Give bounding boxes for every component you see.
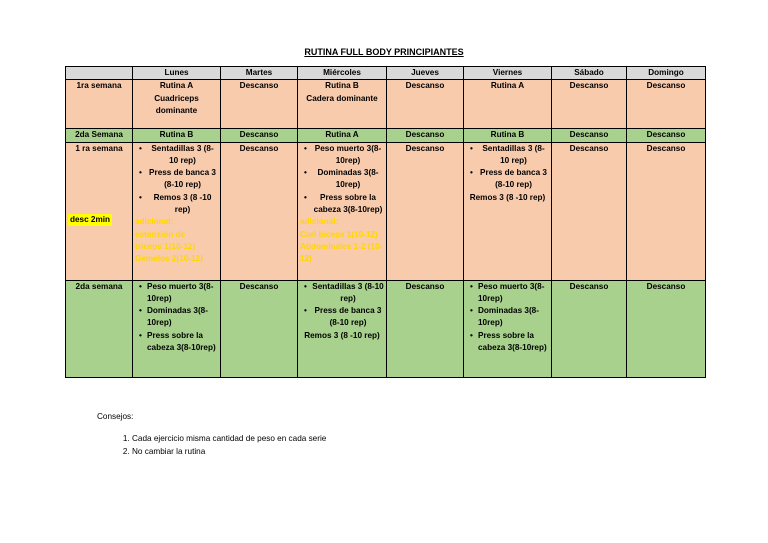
header-lunes: Lunes [133,67,221,80]
list-item: • Press de banca 3 (8-10 rep) [312,305,384,330]
row-label: 2da Semana [66,129,133,142]
cell-miercoles [298,80,387,129]
cell-viernes: Rutina A [464,80,552,129]
header-row [66,67,706,80]
list-item: • Remos 3 (8 -10 rep) [147,192,218,217]
cell-viernes [464,280,552,377]
cell-miercoles: Rutina A [298,129,387,142]
list-item: • Press de banca 3 (8-10 rep) [147,167,218,192]
list-item: • Sentadillas 3 (8-10 rep) [147,143,218,168]
cell-martes: Descanso [221,280,298,377]
table-row [66,129,706,142]
list-item: • Press de banca 3 (8-10 rep) [478,167,549,192]
cell-jueves: Descanso [387,129,464,142]
cell-jueves: Descanso [387,280,464,377]
cell-viernes: Rutina B [464,129,552,142]
cell-lunes [133,142,221,280]
cell-miercoles [298,280,387,377]
header-sabado: Sábado [552,67,627,80]
cell-martes: Descanso [221,129,298,142]
header-jueves: Jueves [387,67,464,80]
list-item-plain: Remos 3 (8 -10 rep) [469,192,546,202]
tips-heading: Consejos: [97,412,134,421]
cell-lunes [133,280,221,377]
exercise-list [135,281,218,355]
cell-domingo: Descanso [627,129,706,142]
additional-exercises [300,216,384,265]
tips-list [115,432,326,458]
row-label: 2da semana [66,280,133,377]
cell-domingo: Descanso [627,80,706,129]
cell-domingo: Descanso [627,280,706,377]
cell-text: dominante [155,105,198,115]
rest-note-highlight: desc 2min [70,215,111,224]
routine-table [65,66,706,378]
cell-lunes: Rutina B [133,129,221,142]
list-item: • Peso muerto 3(8-10rep) [147,281,218,306]
cell-sabado: Descanso [552,80,627,129]
exercise-list [466,281,549,355]
exercise-list [300,143,384,217]
additional-exercises [135,216,218,265]
exercise-list [466,143,549,192]
list-item: • Dominadas 3(8-10rep) [312,167,384,192]
header-miercoles: Miércoles [298,67,387,80]
extra-text: Gemelos 2(10-12) [135,254,203,264]
extra-text: Abdominales 1-2 (10-12) [300,241,383,264]
list-item: • Sentadillas 3 (8-10 rep) [478,143,549,168]
list-item-plain: Remos 3 (8 -10 rep) [304,330,380,340]
list-item: • Press sobre la cabeza 3(8-10rep) [478,330,549,355]
extra-text: adicional: [300,217,339,227]
cell-jueves: Descanso [387,80,464,129]
document-title: RUTINA FULL BODY PRINCIPIANTES [304,47,464,57]
list-item: 2. No cambiar la rutina [132,445,326,458]
cell-text: Rutina A [159,81,194,91]
list-item: • Dominadas 3(8-10rep) [147,305,218,330]
list-item: • Dominadas 3(8-10rep) [478,305,549,330]
exercise-list [300,281,384,330]
header-viernes: Viernes [464,67,552,80]
cell-text: Rutina B [325,81,359,91]
extra-text: adicional: [135,217,174,227]
list-item: • Sentadillas 3 (8-10 rep) [312,281,384,306]
cell-viernes [464,142,552,280]
cell-sabado: Descanso [552,142,627,280]
list-item: • Peso muerto 3(8-10rep) [312,143,384,168]
cell-martes: Descanso [221,142,298,280]
cell-sabado: Descanso [552,280,627,377]
exercise-list [135,143,218,217]
header-domingo: Domingo [627,67,706,80]
cell-jueves: Descanso [387,142,464,280]
header-martes: Martes [221,67,298,80]
table-row [66,280,706,377]
cell-sabado: Descanso [552,129,627,142]
header-empty [66,67,133,80]
extra-text: extensión de [135,229,186,239]
cell-text: Cuadriceps [154,93,199,103]
list-item: 1. Cada ejercicio misma cantidad de peso en cada serie [132,432,326,445]
extra-text: triceps 1(10-12) [135,241,196,251]
table-row [66,142,706,280]
list-item: • Peso muerto 3(8-10rep) [478,281,549,306]
cell-text: Cadera dominante [306,93,378,103]
cell-lunes [133,80,221,129]
list-item: • Press sobre la cabeza 3(8-10rep) [312,192,384,217]
extra-text: Curl biceps 1(10-12) [300,229,378,239]
row-label: 1ra semana [66,80,133,129]
table-row [66,80,706,129]
list-item: • Press sobre la cabeza 3(8-10rep) [147,330,218,355]
row-label: 1 ra semana [66,142,133,280]
cell-domingo: Descanso [627,142,706,280]
cell-miercoles [298,142,387,280]
cell-martes: Descanso [221,80,298,129]
